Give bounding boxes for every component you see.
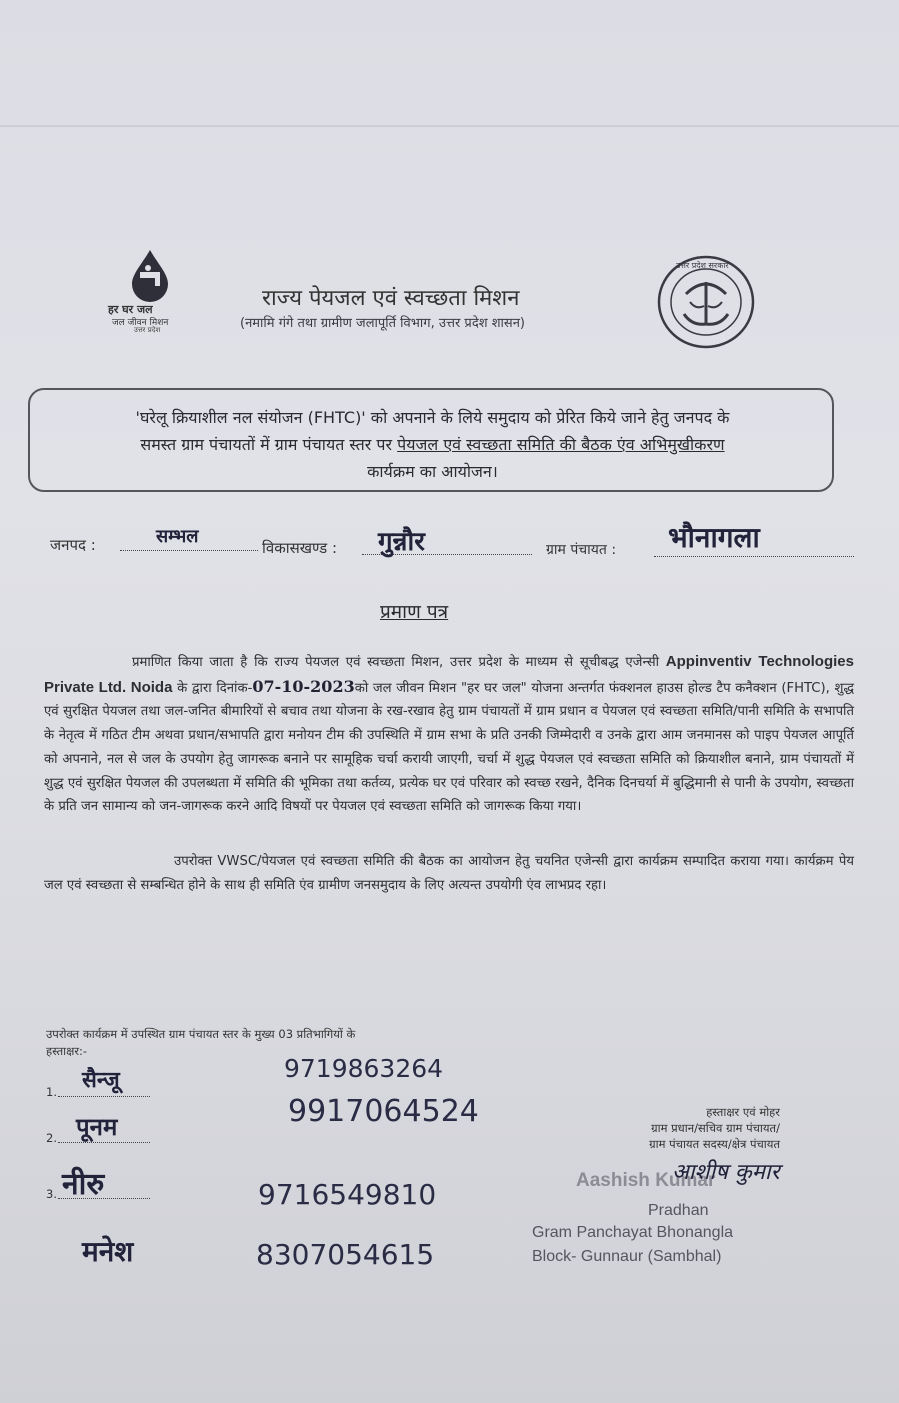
agency-name-2: Technologies Private Ltd. Noida [44,653,854,696]
participant-number-1: 1. [46,1085,57,1099]
notice-line3: कार्यक्रम का आयोजन। [367,462,498,481]
certificate-title: प्रमाण पत्र [380,601,449,623]
panchayat-value: भौनागला [668,521,760,554]
certificate-paragraph-2: उपरोक्त VWSC/पेयजल एवं स्वच्छता समिति की बैठक का आयोजन हेतु चयनित एजेन्सी द्वारा कार्यक्रम सम्पादित कराया गया। कार्यक्रम पेय जल एवं स्वच्छता से सम्बन्धित होने के साथ ही समिति एंव ग्रामीण जनसमुदाय के लिए अत्यन्त उपयोगी एंव लाभप्रद रहा। [44,854,854,893]
panchayat-label: ग्राम पंचायत : [546,542,617,558]
signatory-line2: ग्राम प्रधान/सचिव ग्राम पंचायत/ [651,1121,780,1135]
emblem-text: उत्तर प्रदेश सरकार [676,261,729,270]
district-value: सम्भल [156,526,199,547]
stamp-gram-panchayat: Gram Panchayat Bhonangla [532,1224,734,1241]
notice-line2-underlined: पेयजल एवं स्वच्छता समिति की बैठक एंव अभिमुखीकरण [397,435,725,454]
stamp-name: Aashish Kumar [576,1170,716,1191]
mission-title: राज्य पेयजल एवं स्वच्छता मिशन [262,286,520,311]
participant-phone-2: 9917064524 [288,1094,479,1129]
stamp-role: Pradhan [648,1202,709,1219]
signatory-line3: ग्राम पंचायत सदस्य/क्षेत्र पंचायत [649,1137,780,1151]
pradhan-signature: आशीष कुमार [672,1160,780,1185]
p1-part-b: के द्वारा दिनांक- [172,680,253,696]
paper-fold [0,125,899,127]
participant-phone-3: 9716549810 [258,1178,437,1211]
notice-line2 [40,431,825,458]
notice-line2-pre: समस्त ग्राम पंचायतों में ग्राम पंचायत स्तर पर [140,435,398,454]
participant-name-2: पूनम [76,1112,118,1141]
signatory-line1: हस्ताक्षर एवं मोहर [706,1105,780,1119]
p1-part-a: प्रमाणित किया जाता है कि राज्य पेयजल एवं स्वच्छता मिशन, उत्तर प्रदेश के माध्यम से सूचीबद्ध एजेन्सी [132,655,666,670]
participant-name-4: मनेश [82,1235,134,1268]
mission-subtitle: (नमामि गंगे तथा ग्रामीण जलापूर्ति विभाग, उत्तर प्रदेश शासन) [240,316,525,331]
participants-intro-line1: उपरोक्त कार्यक्रम में उपस्थित ग्राम पंचायत स्तर के मुख्य 03 प्रतिभागियों के [46,1027,356,1041]
logo-left-line2: जल जीवन मिशन [112,318,169,328]
district-label: जनपद : [50,536,96,554]
participant-name-3: नीरु [62,1167,105,1202]
participant-name-1: सैन्जू [82,1067,120,1093]
participants-intro-line2: हस्ताक्षर:- [46,1044,88,1058]
certificate-paragraph-1 [44,650,854,819]
logo-left-line3: उत्तर प्रदेश [134,326,161,334]
signatory-block [600,1104,780,1152]
participant-number-3: 3. [46,1187,57,1201]
participant-number-2: 2. [46,1131,57,1145]
block-value: गुन्नौर [378,527,425,557]
stamp-block: Block- Gunnaur (Sambhal) [532,1248,722,1265]
notice-text [40,404,825,485]
logo-left-line1: हर घर जल [108,303,153,316]
participant-phone-4: 8307054615 [256,1238,435,1271]
p1-part-c: को जल जीवन मिशन "हर घर जल" योजना अन्तर्गत फंक्शनल हाउस होल्ड टैप कनैक्शन (FHTC), शुद्ध एवं सुरक्षित पेयजल तथा जल-जनित बीमारियों से बचाव तथा योजना के रख-रखाव हेतु ग्राम पंचायतों में ग्राम प्रधान व पेयजल एवं स्वच्छता समिति/पानी समिति के सभापति के नेतृत्व में गठित टीम अथवा प्रधान/सभापति द्वारा मनोयन टीम की उपस्थिति में ग्राम सभा के प्रति उनकी जिम्मेदारी व उनके द्वारा आम जनमानस को पाइप पेयजल आपूर्ति को अपनाने, नल से जल के उपयोग हेतु जागरूक बनाने पर सामूहिक चर्चा करायी जाएगी, चर्चा में शुद्ध पेयजल एवं स्वच्छता समिति को क्रियाशील बनाने, ग्राम पंचायतों में शुद्ध एवं सुरक्षित पेयजल की उपलब्धता में समिति की भूमिका तथा कर्तव्य, प्रत्येक घर एवं परिवार को स्वच्छ रखने, दैनिक दिनचर्या में बुद्धिमानी से पानी के उपयोग, स्वच्छता के प्रति जन सामान्य को जन-जागरूक करने आदि विषयों पर पेयजल एवं स्वच्छता समिति को जागरूक किया गया। [44,680,854,815]
block-label: विकासखण्ड : [262,539,338,557]
har-ghar-jal-logo [128,248,172,302]
program-date: 07-10-2023 [252,676,355,696]
notice-line1: 'घरेलू क्रियाशील नल संयोजन (FHTC)' को अपनाने के लिये समुदाय को प्रेरित किये जाने हेतु जनपद के [135,408,730,427]
participant-phone-1: 9719863264 [284,1054,444,1083]
agency-name-1: Appinventiv [665,653,752,670]
